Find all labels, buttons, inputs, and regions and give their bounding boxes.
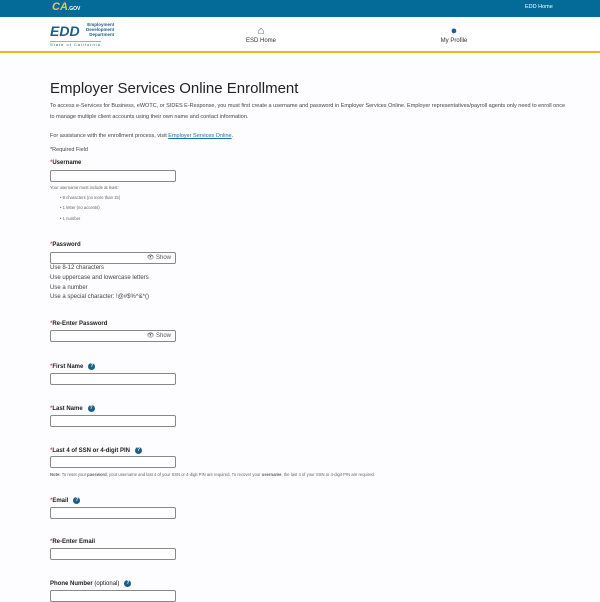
eye-icon: 👁 — [146, 333, 155, 339]
help-icon[interactable]: ? — [75, 497, 79, 503]
header — [0, 17, 600, 53]
username-rule: • 1 letter (no accents) — [60, 205, 100, 210]
home-icon: ⌂ — [257, 25, 265, 37]
nav-label: My Profile — [440, 38, 468, 44]
ssn-input[interactable] — [50, 456, 176, 468]
help-icon[interactable]: ? — [137, 447, 141, 453]
logo-state: State of California — [50, 42, 101, 47]
first-name-label: *First Name ? — [50, 363, 94, 371]
help-icon[interactable]: ? — [89, 405, 93, 411]
password-input[interactable] — [50, 252, 176, 264]
email-label: *Email ? — [50, 497, 79, 505]
person-icon: ● — [450, 25, 458, 37]
logo-dept: Employment Development Department — [86, 22, 115, 37]
ssn-note: Note: To reset your password, your username and last 4 of your SSN or 4-digit PIN are required. To recover your username, the last 4 of your SSN or 4-digit PIN are required. — [50, 472, 376, 477]
first-name-input[interactable] — [50, 373, 176, 385]
password-rules: Use 8-12 characters Use uppercase and lowercase letters Use a number Use a special character: !@#$%^&*() — [50, 265, 149, 301]
top-bar — [0, 0, 600, 17]
eye-icon: 👁 — [146, 255, 155, 261]
password-label: *Password — [50, 242, 81, 248]
last-name-label: *Last Name ? — [50, 405, 93, 413]
ca-gov-logo[interactable]: CA.GOV — [52, 1, 81, 13]
reenter-email-input[interactable] — [50, 548, 176, 560]
username-rule: • 8 characters (no more than 15) — [60, 195, 121, 200]
username-input[interactable] — [50, 170, 176, 182]
username-rule: • 1 number — [60, 216, 81, 221]
show-password-button[interactable]: 👁 Show — [146, 333, 171, 339]
page-title: Employer Services Online Enrollment — [50, 80, 299, 97]
edd-logo[interactable] — [50, 21, 120, 47]
username-hint: Your username must include at least: — [50, 185, 119, 190]
nav-esd-home[interactable] — [231, 24, 291, 44]
ssn-label: *Last 4 of SSN or 4-digit PIN ? — [50, 447, 141, 455]
employer-services-link[interactable]: Employer Services Online — [168, 133, 232, 139]
logo-abbr: EDD — [50, 23, 80, 39]
username-label: *Username — [50, 160, 82, 166]
show-password-button[interactable]: 👁 Show — [146, 255, 171, 261]
nav-label: ESD Home — [245, 38, 276, 44]
edd-home-link[interactable]: EDD Home — [525, 4, 553, 10]
help-icon[interactable]: ? — [126, 580, 130, 586]
nav-my-profile[interactable] — [424, 24, 484, 44]
reenter-email-label: *Re-Enter Email — [50, 539, 96, 545]
phone-label: Phone Number (optional) ? — [50, 580, 130, 588]
reenter-password-label: *Re-Enter Password — [50, 321, 108, 327]
email-input[interactable] — [50, 507, 176, 519]
reenter-password-input[interactable] — [50, 330, 176, 342]
intro-text: To access e-Services for Business, eWOTC, or SIDES E-Response, you must first create a username and password in Employer Services Online. Employer representatives/payroll agents only need to enroll once to manage multiple client accounts using their own name and contact information. — [50, 103, 566, 120]
help-icon[interactable]: ? — [90, 363, 94, 369]
last-name-input[interactable] — [50, 415, 176, 427]
phone-input[interactable] — [50, 590, 176, 602]
assist-text: For assistance with the enrollment process, visit Employer Services Online. — [50, 133, 234, 139]
required-note: *Required Field — [50, 147, 88, 153]
